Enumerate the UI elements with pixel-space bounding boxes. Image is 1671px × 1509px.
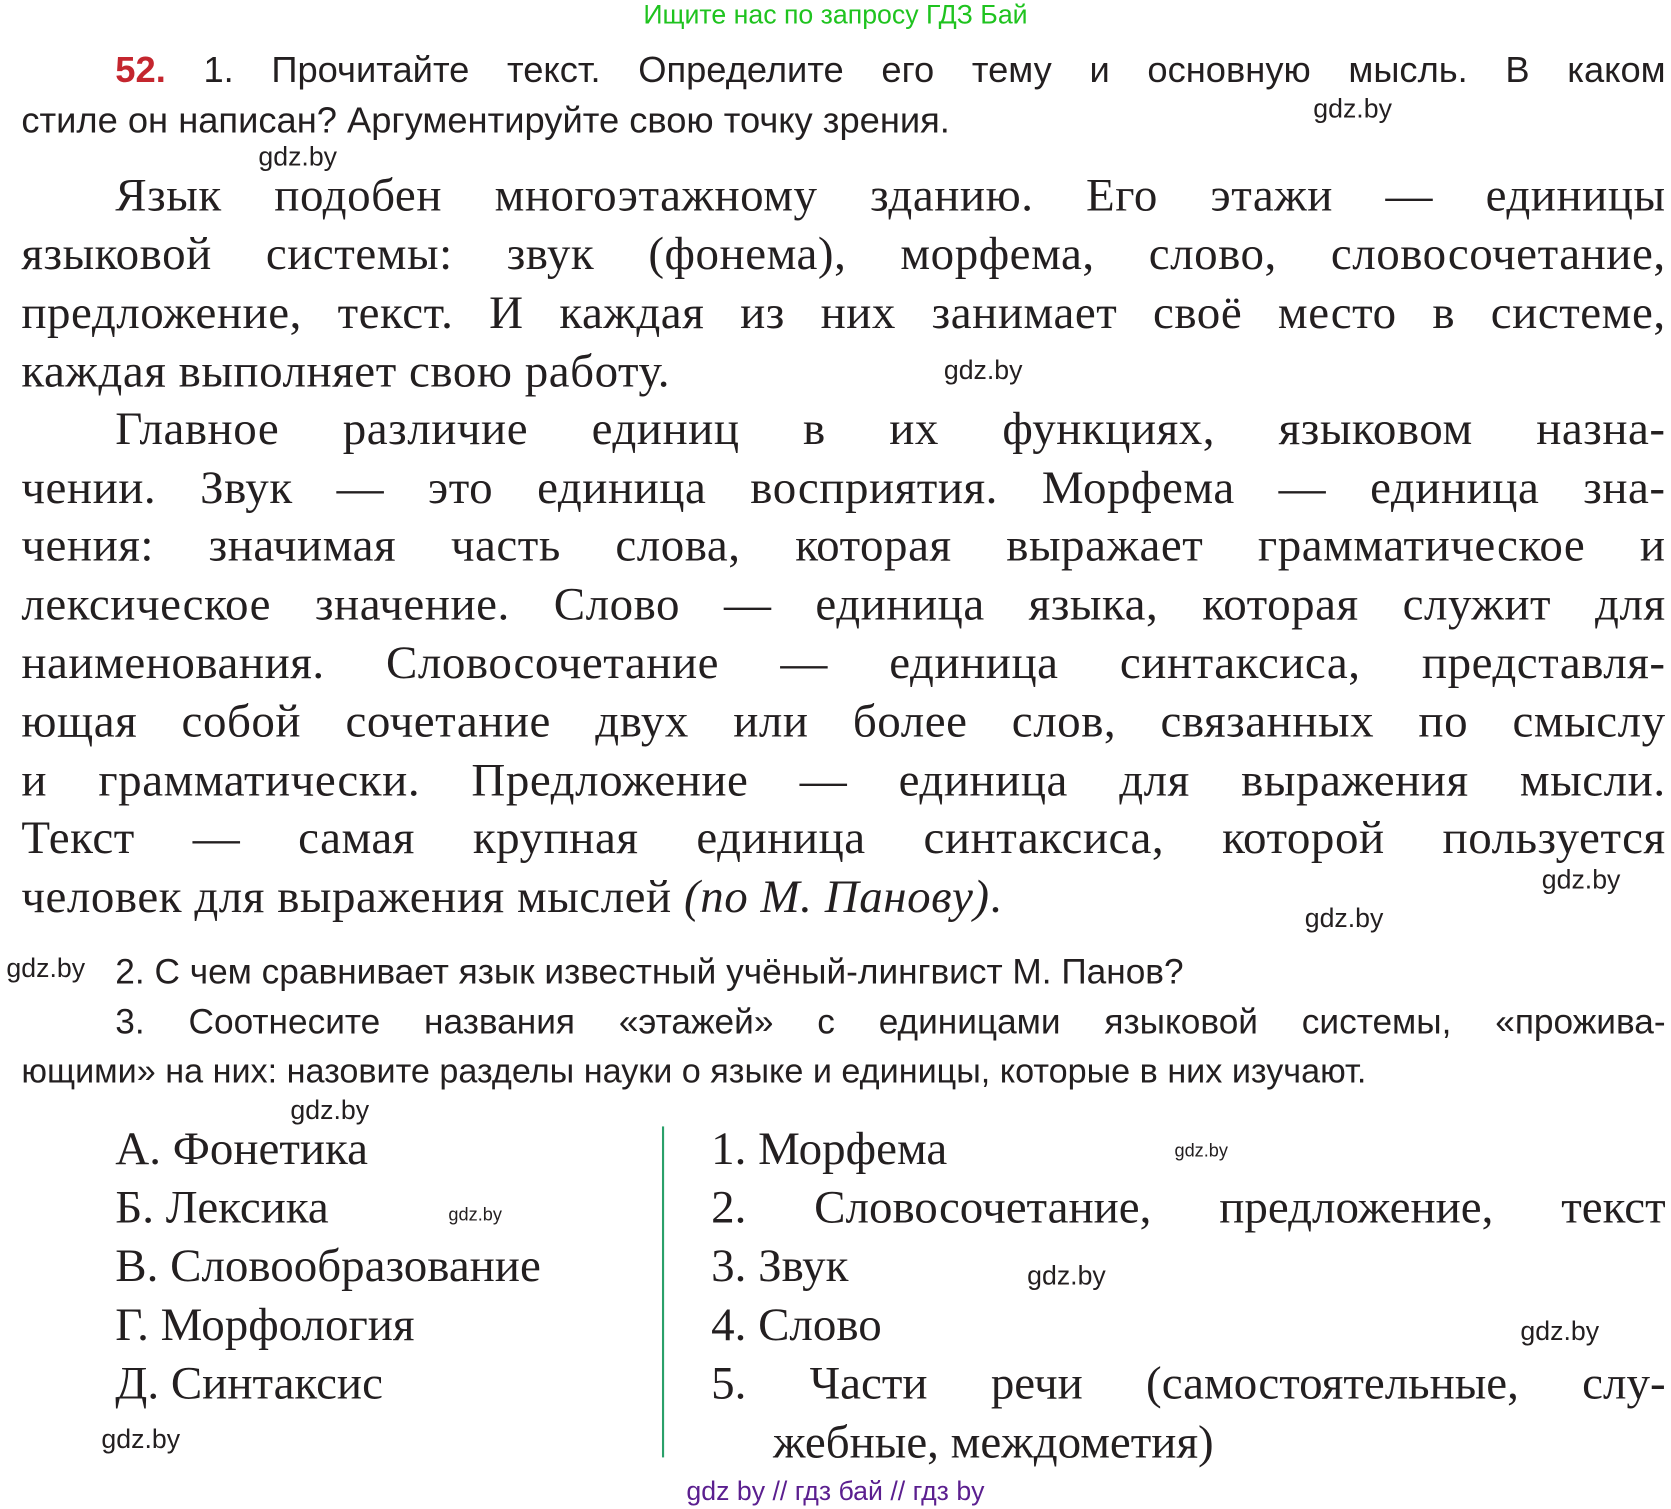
watermark-text: gdz.by (101, 1424, 181, 1455)
section-item: Б. Лексика (115, 1180, 329, 1234)
text-line: языковой системы: звук (фонема), морфема, слово, словосочетание, (21, 228, 1666, 280)
task-instruction-line1 (115, 49, 1665, 102)
text-line: ющая собой сочетание двух или более слов, связанных по смыслу (21, 696, 1666, 748)
text-source: (по М. Панову) (684, 870, 990, 923)
watermark-text: gdz.by (6, 953, 86, 984)
watermark-text: gdz.by (448, 1204, 502, 1225)
watermark-text: gdz.by (1304, 903, 1384, 934)
text-line: Текст — самая крупная единица синтаксиса, которой пользуется (21, 812, 1666, 864)
column-divider (662, 1126, 664, 1457)
watermark-text: gdz.by (290, 1095, 370, 1126)
text-line: лексическое значение. Слово — единица языка, которая служит для (21, 578, 1666, 630)
watermark-text: gdz.by (258, 142, 338, 172)
section-item: Г. Морфология (115, 1298, 415, 1351)
text-line: каждая выполняет свою работу. (21, 344, 671, 398)
task-instruction-line2: стиле он написан? Аргументируйте свою точку зрения. (21, 100, 950, 141)
watermark-text: gdz.by (1313, 93, 1392, 124)
text-line: предложение, текст. И каждая из них занимает своё место в системе, (21, 287, 1666, 339)
section-item: Д. Синтаксис (115, 1357, 383, 1410)
unit-item: жебные, междометия) (773, 1415, 1214, 1469)
watermark-text: gdz.by (1541, 864, 1621, 895)
text-last-line (21, 871, 1002, 922)
text-line: Язык подобен многоэтажному зданию. Его этажи — единицы (115, 169, 1666, 222)
watermark-text: gdz.by (943, 355, 1023, 386)
watermark-text: gdz.by (1520, 1316, 1600, 1347)
text-line: Главное различие единиц в их функциях, языковом назна- (115, 403, 1666, 455)
question-2: 2. С чем сравнивает язык известный учёный-лингвист М. Панов? (115, 951, 1184, 991)
text-line: наименования. Словосочетание — единица синтаксиса, представля- (21, 637, 1666, 689)
task-number: 52. (115, 50, 166, 91)
section-item: В. Словообразование (115, 1239, 541, 1292)
unit-item: 4. Слово (711, 1298, 882, 1351)
question-3-line2: ющими» на них: назовите разделы науки о языке и единицы, которые в них изучают. (21, 1051, 1367, 1091)
last-line-end: . (989, 870, 1002, 923)
question-3-line1: 3. Соотнесите названия «этажей» с единицами языковой системы, «прожива- (115, 1001, 1666, 1042)
footer-links[interactable]: gdz by // гдз бай // гдз by (686, 1476, 985, 1507)
unit-item: 1. Морфема (711, 1122, 948, 1175)
instruction-text: 1. Прочитайте текст. Определите его тему и основную мысль. В каком (203, 50, 1666, 91)
watermark-text: gdz.by (1174, 1140, 1228, 1161)
watermark-text: gdz.by (1027, 1260, 1106, 1291)
unit-item: 3. Звук (711, 1239, 849, 1292)
last-line-text: человек для выражения мыслей (21, 870, 685, 923)
text-line: и грамматически. Предложение — единица для выражения мысли. (21, 754, 1666, 807)
section-item: А. Фонетика (115, 1122, 368, 1175)
text-line: чения: значимая часть слова, которая выражает грамматическое и (21, 519, 1666, 572)
header-search-link[interactable]: Ищите нас по запросу ГДЗ Бай (643, 0, 1028, 30)
text-line: чении. Звук — это единица восприятия. Морфема — единица зна- (21, 462, 1666, 514)
unit-item: 2. Словосочетание, предложение, текст (711, 1181, 1666, 1234)
unit-item: 5. Части речи (самостоятельные, слу- (711, 1358, 1666, 1410)
